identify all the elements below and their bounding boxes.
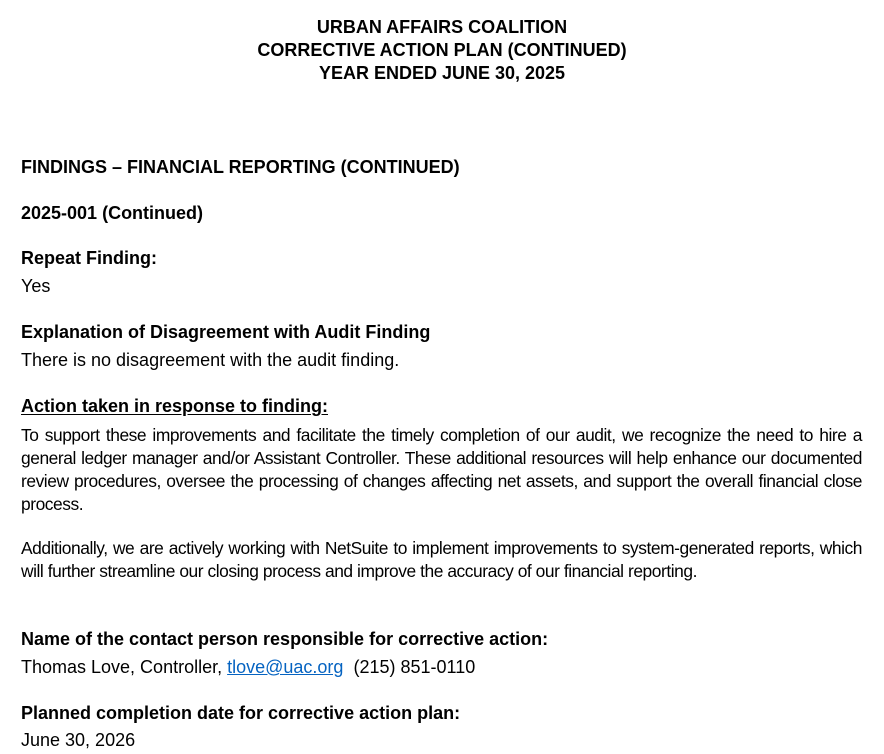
disagreement-value: There is no disagreement with the audit finding.	[21, 350, 400, 370]
repeat-finding-value: Yes	[21, 276, 51, 296]
document-title: CORRECTIVE ACTION PLAN (CONTINUED)	[257, 40, 627, 60]
contact-label: Name of the contact person responsible for corrective action:	[21, 629, 549, 649]
completion-date: June 30, 2026	[21, 730, 136, 750]
action-taken-label: Action taken in response to finding:	[21, 396, 329, 416]
completion-label: Planned completion date for corrective action plan:	[21, 703, 461, 723]
finding-id: 2025-001 (Continued)	[21, 203, 204, 223]
contact-line	[21, 656, 475, 679]
contact-phone: (215) 851-0110	[353, 657, 476, 677]
contact-name-title: Thomas Love, Controller,	[21, 657, 223, 677]
action-paragraph-1	[21, 424, 862, 516]
action-paragraph-2	[21, 537, 862, 583]
reporting-period: YEAR ENDED JUNE 30, 2025	[318, 63, 566, 83]
organization-name: URBAN AFFAIRS COALITION	[316, 17, 568, 37]
contact-email-link[interactable]: tlove@uac.org	[227, 657, 344, 677]
document-header	[0, 16, 884, 85]
action-paragraph-2-text: Additionally, we are actively working with NetSuite to implement improvements to system-generated reports, which will further streamline our closing process and improve the accuracy of our financial reporting.	[21, 538, 862, 581]
disagreement-label: Explanation of Disagreement with Audit Finding	[21, 322, 431, 342]
action-paragraph-1-text: To support these improvements and facilitate the timely completion of our audit, we recognize the need to hire a general ledger manager and/or Assistant Controller. These additional resources will help enhance our documented review procedures, oversee the processing of changes affecting net assets, and support the overall financial close process.	[21, 425, 862, 514]
repeat-finding-label: Repeat Finding:	[21, 248, 157, 268]
section-heading: FINDINGS – FINANCIAL REPORTING (CONTINUED)	[21, 157, 460, 177]
